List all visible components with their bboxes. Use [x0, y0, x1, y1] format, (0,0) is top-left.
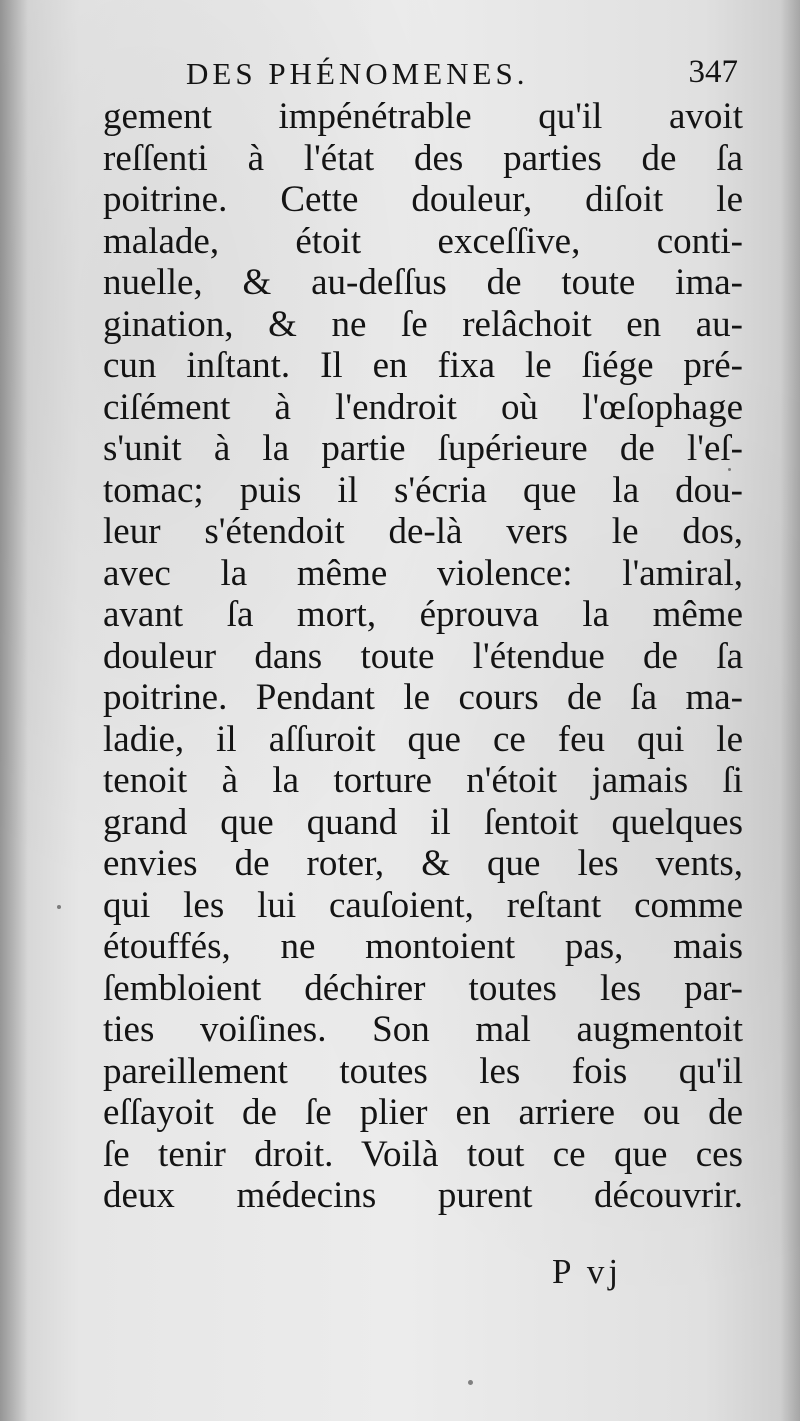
text-line: poitrine. Cette douleur, diſoit le: [103, 179, 743, 220]
text-line: ſe tenir droit. Voilà tout ce que ces: [103, 1133, 743, 1175]
text-line: douleur dans toute l'étendue de ſa: [103, 635, 743, 677]
page-number: 347: [688, 54, 738, 90]
page-edge-shadow: [780, 0, 800, 1421]
text-line: poitrine. Pendant le cours de ſa ma-: [103, 677, 743, 718]
body-text: [103, 96, 743, 1217]
text-line: ladie, il aſſuroit que ce feu qui le: [103, 718, 743, 760]
text-line: avec la même violence: l'amiral,: [103, 552, 743, 594]
text-line: envies de roter, & que les vents,: [103, 843, 743, 884]
text-line: eſſayoit de ſe plier en arriere ou de: [103, 1092, 743, 1133]
text-line: étouffés, ne montoient pas, mais: [103, 926, 743, 967]
text-line: gination, & ne ſe relâchoit en au-: [103, 303, 743, 345]
text-line: reſſenti à l'état des parties de ſa: [103, 137, 743, 179]
paper-speck: [728, 468, 731, 471]
binding-shadow: [0, 0, 28, 1421]
text-line: leur s'étendoit de-là vers le dos,: [103, 511, 743, 552]
text-line: s'unit à la partie ſupérieure de l'eſ-: [103, 428, 743, 469]
text-line: qui les lui cauſoient, reſtant comme: [103, 884, 743, 926]
text-line: ties voiſines. Son mal augmentoit: [103, 1009, 743, 1050]
text-line: pareillement toutes les fois qu'il: [103, 1050, 743, 1092]
text-line: avant ſa mort, éprouva la même: [103, 594, 743, 635]
page-header: [186, 56, 738, 100]
text-line: nuelle, & au-deſſus de toute ima-: [103, 262, 743, 303]
text-line: tomac; puis il s'écria que la dou-: [103, 469, 743, 511]
paper-speck: [468, 1380, 473, 1385]
text-line: gement impénétrable qu'il avoit: [103, 96, 743, 137]
signature-mark: P vj: [552, 1252, 623, 1291]
text-line: tenoit à la torture n'étoit jamais ſi: [103, 760, 743, 801]
text-line: deux médecins purent découvrir.: [103, 1175, 743, 1216]
paper-speck: [57, 905, 61, 909]
text-line: grand que quand il ſentoit quelques: [103, 801, 743, 843]
text-line: cun inſtant. Il en fixa le ſiége pré-: [103, 345, 743, 386]
text-line: malade, étoit exceſſive, conti-: [103, 220, 743, 262]
text-line: ciſément à l'endroit où l'œſophage: [103, 386, 743, 428]
text-line: ſembloient déchirer toutes les par-: [103, 967, 743, 1009]
running-title: DES PHÉNOMENES.: [186, 56, 529, 91]
